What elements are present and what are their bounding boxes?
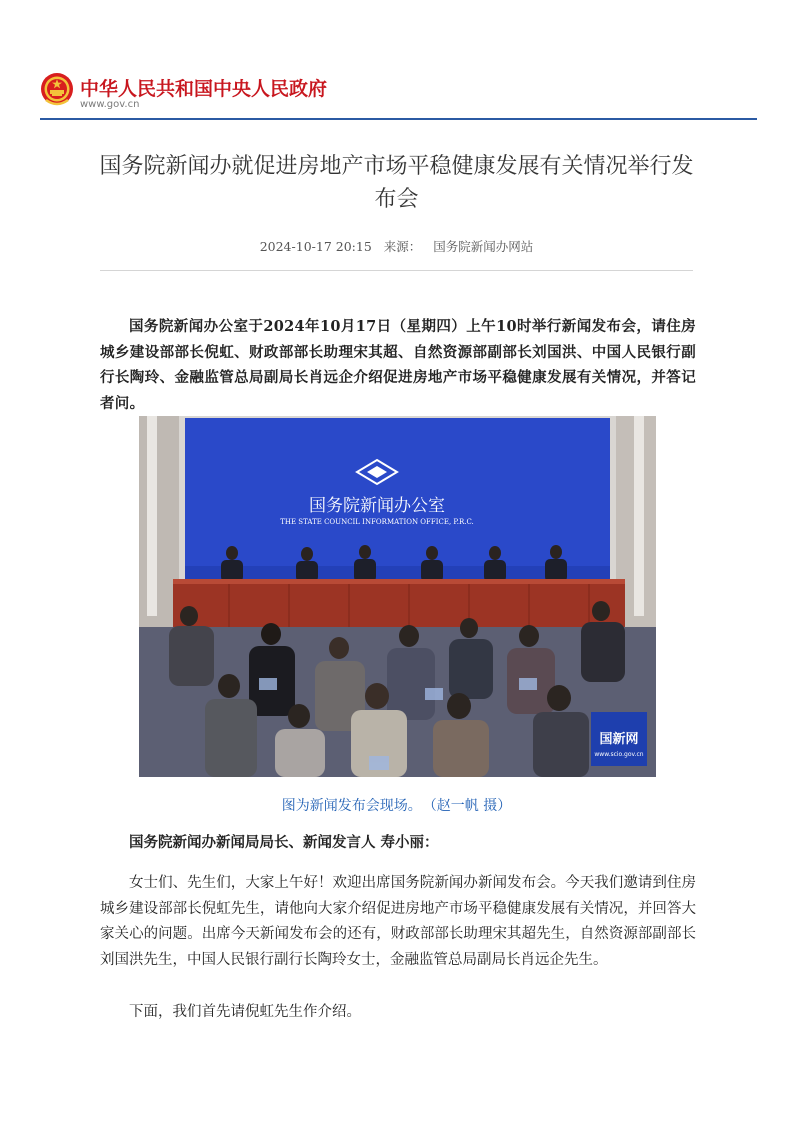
caption-credit: （赵一帆 摄） (429, 798, 512, 814)
caption-text: 图为新闻发布会现场。 (281, 798, 422, 814)
site-header (40, 66, 757, 118)
speech-paragraph: 女士们、先生们，大家上午好！欢迎出席国务院新闻办新闻发布会。今天我们邀请到住房城乡建设部部长倪虹先生，请他向大家介绍促进房地产市场平稳健康发展有关情况，并回答大家关心的问题。出席今天新闻发布会的还有，财政部部长助理宋其超先生，自然资源部副部长刘国洪先生，中国人民银行副行长陶玲女士，金融监管总局副局长肖远企先生。 (100, 875, 696, 968)
meta-divider (100, 270, 693, 271)
site-name[interactable]: 中华人民共和国中央人民政府 (80, 78, 328, 100)
intro-paragraph: 国务院新闻办公室于2024年10月17日（星期四）上午10时举行新闻发布会，请住房城乡建设部部长倪虹、财政部部长助理宋其超、自然资源部副部长刘国洪、中国人民银行副行长陶玲、金融监管总局副局长肖远企介绍促进房地产市场平稳健康发展有关情况，并答记者问。 (100, 318, 696, 412)
backdrop-subtitle: THE STATE COUNCIL INFORMATION OFFICE, P.R.C. (280, 518, 474, 526)
article-source: 国务院新闻办网站 (433, 239, 534, 254)
closing-paragraph: 下面，我们首先请倪虹先生作介绍。 (129, 1004, 361, 1020)
header-divider (40, 118, 757, 120)
speaker-line: 国务院新闻办新闻局局长、新闻发言人 寿小丽： (129, 834, 439, 851)
watermark-logo: 国新网 (599, 732, 639, 747)
article-title: 国务院新闻办就促进房地产市场平稳健康发展有关情况举行发布会 (99, 154, 694, 212)
backdrop-title: 国务院新闻办公室 (309, 496, 445, 516)
article-meta (100, 237, 693, 255)
press-conference-photo (139, 416, 656, 777)
article-date: 2024-10-17 20:15 (259, 239, 372, 254)
source-label: 来源： (383, 239, 422, 254)
photo-caption (100, 795, 693, 815)
watermark-url: www.scio.gov.cn (594, 751, 644, 758)
national-emblem-icon[interactable] (40, 72, 74, 108)
site-url[interactable]: www.gov.cn (80, 99, 140, 110)
